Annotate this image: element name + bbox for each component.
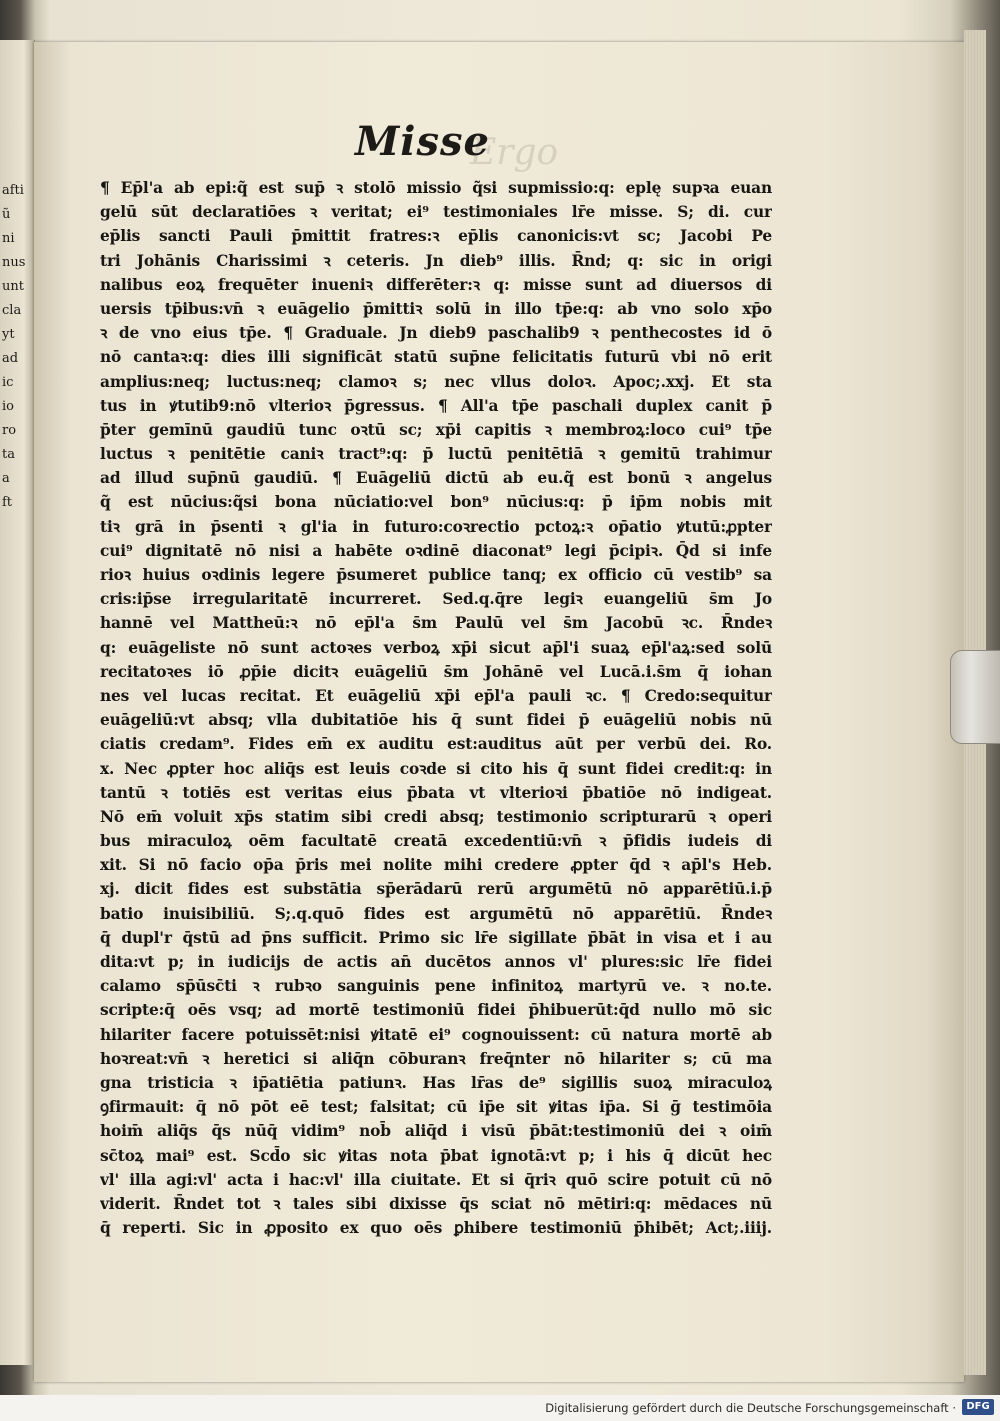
text-line: ad illud sup̄nū gaudiū. ¶ Euāgeliū dictū ab eu.q̃ est bonū ꝛ angelus xyxy=(100,469,772,488)
text-line: nes vel lucas recitat. Et euāgeliū xp̄i ep̄l'a pauli ꝛc. ¶ Credo:sequitur xyxy=(100,686,772,705)
text-line: x. Nec ꝓpter hoc aliq̄s est leuis coꝛde si cito his q̄ sunt fidei credit:q: in xyxy=(100,759,772,778)
left-page-fragment: cla xyxy=(2,303,22,318)
text-line: hilariter facere potuissēt:nisi ꝟitatē ei⁹ cognouissent: cū natura mortē ab xyxy=(100,1025,772,1044)
footer-bar xyxy=(0,1395,1000,1421)
show-through-heading: Ergo xyxy=(470,132,559,173)
text-line: ꝯfirmauit: q̄ nō pōt eē test; falsitat; cū ip̄e sit ꝟitas ip̄a. Si ḡ testimōia xyxy=(100,1098,772,1117)
left-page-edge xyxy=(0,40,35,1365)
text-line: q̃ est nūcius:q̃si bona nūciatio:vel bon⁹ nūcius:q: p̄ ip̄m nobis mit xyxy=(100,493,772,512)
text-line: viderit. R̄ndet tot ꝛ tales sibi dixisse q̄s sciat nō mētiri:q: mēdaces nū xyxy=(100,1194,772,1213)
left-page-fragment: ft xyxy=(2,495,13,510)
text-line: batio inuisibiliū. S;.q.quō fides est argumētū nō apparētiū. R̄ndeꝛ xyxy=(100,904,772,923)
text-line: recitatoꝛes iō ꝓp̄ie dicitꝛ euāgeliū s̄m Johānē vel Lucā.i.s̄m q̄ iohan xyxy=(100,662,772,681)
text-line: dita:vt p; in iudicijs de actis an̄ ducētos annos vl' plures:sic lr̄e fidei xyxy=(100,953,772,971)
text-line: scripte:q̄ oēs vsq; ad mortē testimoniū fidei p̄hibuerūt:q̄d nullo mō sic xyxy=(100,1001,772,1020)
text-line: rioꝛ huius oꝛdinis legere p̄sumeret publice tanq; ex officio cū vestib⁹ sa xyxy=(100,566,772,584)
dfg-logo: DFG xyxy=(962,1399,994,1415)
left-page-fragment: ũ xyxy=(2,207,11,222)
text-line: ꝛ de vno eius tp̄e. ¶ Graduale. Jn dieb9 paschalib9 ꝛ penthecostes id ō xyxy=(100,324,772,343)
page-clip xyxy=(950,650,1000,744)
text-line: amplius:neq; luctus:neq; clamoꝛ s; nec vllus doloꝛ. Apoc;.xxj. Et sta xyxy=(100,372,772,391)
text-line: q: euāgeliste nō sunt actoꝛes verboꝝ xp̄i sicut ap̄l'i suaꝝ ep̄l'aꝝ:sed solū xyxy=(100,638,772,657)
text-line: tri Johānis Charissimi ꝛ ceteris. Jn dieb⁹ illis. R̄nd; q: sic in origi xyxy=(100,251,772,270)
text-line: gna tristicia ꝛ ip̄atiētia patiunꝛ. Has lr̄as de⁹ sigillis suoꝝ miraculoꝝ xyxy=(100,1073,772,1092)
left-page-fragment: ro xyxy=(2,423,17,438)
text-line: q̄ reperti. Sic in ꝓposito ex quo oēs ꝑhibere testimoniū p̄hibēt; Act;.iiij. xyxy=(100,1219,772,1238)
left-page-fragment: nus xyxy=(2,255,26,270)
left-page-fragment: ad xyxy=(2,351,19,366)
page-heading: Misse xyxy=(355,118,490,165)
funding-credit: Digitalisierung gefördert durch die Deutsche Forschungsgemeinschaft · xyxy=(545,1401,956,1415)
left-page-fragment: ic xyxy=(2,375,14,390)
text-line: nalibus eoꝝ frequēter inueniꝛ differēter:ꝛ q: misse sunt ad diuersos di xyxy=(100,275,772,294)
left-page-fragment: yt xyxy=(2,327,15,342)
text-line: tantū ꝛ totiēs est veritas eius p̄bata vt vlterioꝛi p̄batiōe nō indigeat. xyxy=(100,783,772,802)
text-line: hoꝛreat:vn̄ ꝛ heretici si aliq̄n cōburanꝛ freq̄nter nō hilariter s; cū ma xyxy=(100,1049,772,1068)
left-page-fragment: a xyxy=(2,471,10,486)
text-line: vl' illa agi:vl' acta i hac:vl' illa ciuitate. Et si q̄riꝛ quō scire potuit cū nō xyxy=(100,1170,772,1189)
text-line: cui⁹ dignitatē nō nisi a habēte oꝛdinē diaconat⁹ legi p̄cipiꝛ. Q̄d si infe xyxy=(100,541,772,560)
text-line: euāgeliū:vt absq; vlla dubitatiōe his q̄ sunt fidei p̄ euāgeliū nobis nū xyxy=(100,711,772,730)
text-line: tus in ꝟtutib9:nō vlterioꝛ p̄gressus. ¶ All'a tp̄e paschali duplex canit p̄ xyxy=(100,396,772,415)
left-page-fragment: ni xyxy=(2,231,15,246)
text-line: hannē vel Mattheū:ꝛ nō ep̄l'a s̄m Paulū vel s̄m Jacobū ꝛc. R̄ndeꝛ xyxy=(100,614,772,633)
text-line: ¶ Ep̄l'a ab epi:q̃ est sup̄ ꝛ stolō missio q̃si supmissio:q: eplę supꝛa euan xyxy=(100,179,772,197)
text-line: q̄ dupl'r q̄stū ad p̄ns sufficit. Primo sic lr̄e sigillate p̄bāt in visa et i au xyxy=(100,928,772,947)
text-line: cris:ip̄se irregularitatē incurreret. Sed.q.q̄re legiꝛ euangeliū s̄m Jo xyxy=(100,590,772,609)
text-line: hoim̄ aliq̄s q̄s nūq̄ vidim⁹ nob̄ aliq̄d i visū p̄bāt:testimoniū dei ꝛ oim̄ xyxy=(100,1122,772,1141)
text-line: xit. Si nō facio op̄a p̄ris mei nolite mihi credere ꝓpter q̄d ꝛ ap̄l's Heb. xyxy=(100,856,772,875)
text-line: bus miraculoꝝ oēm facultatē creatā excedentiū:vn̄ ꝛ p̄fidis iudeis di xyxy=(100,832,772,851)
left-page-fragment: io xyxy=(2,399,14,414)
text-line: sc̄toꝝ mai⁹ est. Scd̄o sic ꝟitas nota p̄bat ignotā:vt p; i his q̄ dicūt hec xyxy=(100,1146,772,1165)
text-line: calamo sp̄ūsc̄ti ꝛ rubꝛo sanguinis pene infinitoꝝ martyrū ve. ꝛ no.te. xyxy=(100,977,772,996)
text-line: xj. dicit fides est substātia sp̄erādarū rerū argumētū nō apparētiū.i.p̄ xyxy=(100,880,772,899)
text-line: ciatis credam⁹. Fides em̄ ex auditu est:auditus aūt per verbū dei. Ro. xyxy=(100,735,772,754)
main-text-block xyxy=(100,176,772,1238)
text-line: luctus ꝛ penitētie caniꝛ tract⁹:q: p̄ luctū penitētiā ꝛ gemitū trahimur xyxy=(100,445,772,464)
text-line: p̄ter gemīnū gaudiū tunc oꝛtū sc; xp̄i capitis ꝛ membroꝝ:loco cui⁹ tp̄e xyxy=(100,420,772,439)
left-page-fragment: afti xyxy=(2,183,24,198)
text-line: tiꝛ grā in p̄senti ꝛ gl'ia in futuro:coꝛrectio pctoꝝ:ꝛ op̄atio ꝟtutū:ꝓpter xyxy=(100,517,772,536)
left-page-fragment: ta xyxy=(2,447,15,462)
text-line: ep̄lis sancti Pauli p̄mittit fratres:ꝛ ep̄lis canonicis:vt sc; Jacobi Pe xyxy=(100,227,772,246)
left-page-fragment: unt xyxy=(2,279,24,294)
text-line: uersis tp̄ibus:vn̄ ꝛ euāgelio p̄mittiꝛ solū in illo tp̄e:q: ab vno solo xp̄o xyxy=(100,299,772,318)
text-line: gelū sūt declaratiōes ꝛ veritat; ei⁹ testimoniales lr̄e misse. S; di. cur xyxy=(100,203,772,222)
text-line: Nō em̄ voluit xp̄s statim sibi credi absq; testimonio scripturarū ꝛ operi xyxy=(100,807,772,826)
text-line: nō cantaꝛ:q: dies illi significāt statū sup̄ne felicitatis futurū vbi nō erit xyxy=(100,348,772,367)
